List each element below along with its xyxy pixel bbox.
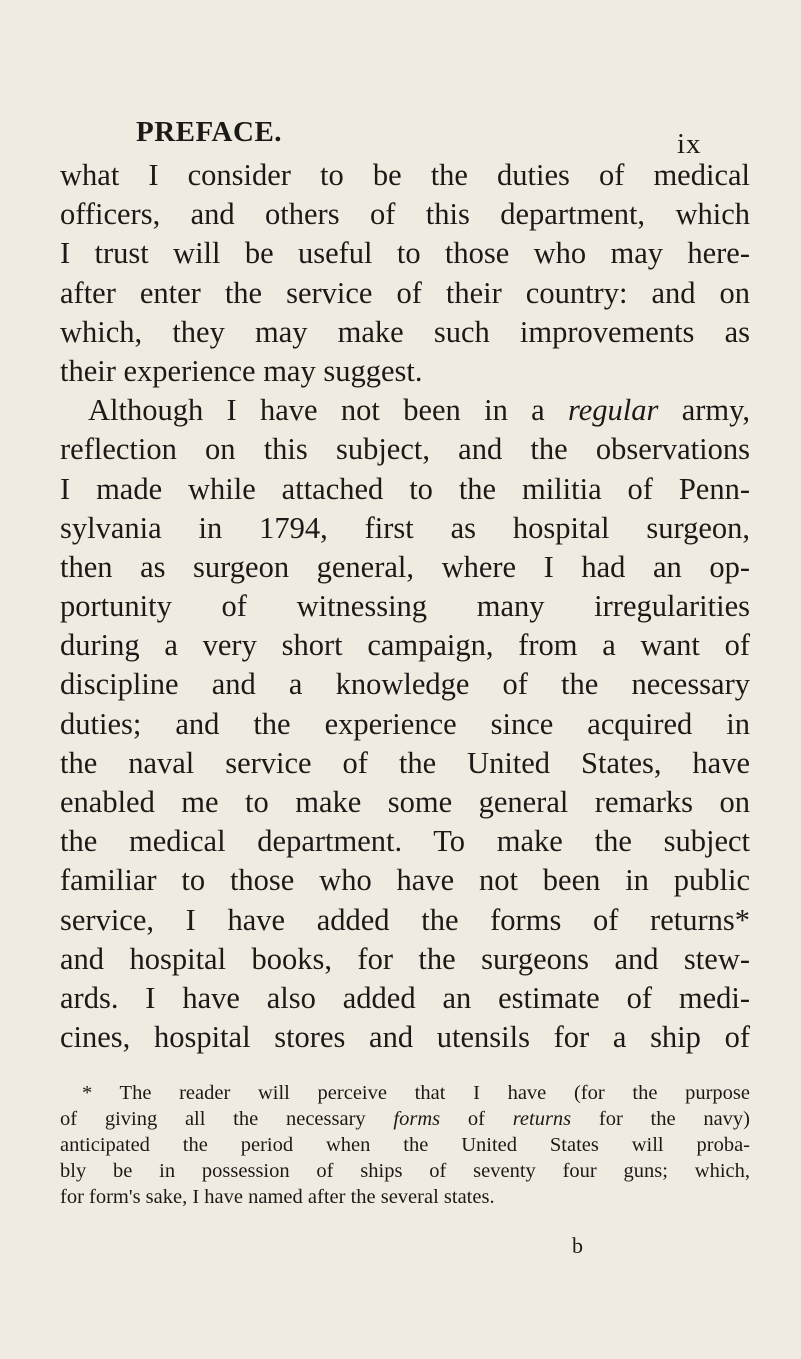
body-line: the naval service of the United States, have — [60, 745, 750, 780]
body-line: I made while attached to the militia of Penn- — [60, 471, 750, 506]
running-head: PREFACE. — [136, 116, 283, 148]
body-text — [60, 156, 750, 1057]
body-line: then as surgeon general, where I had an op- — [60, 549, 750, 584]
page-number: ix — [677, 128, 702, 160]
body-line: what I consider to be the duties of medical — [60, 158, 750, 192]
footnote-line: for form's sake, I have named after the several states. — [60, 1186, 495, 1208]
body-line: cines, hospital stores and utensils for a ship of — [60, 1020, 750, 1055]
body-line: enabled me to make some general remarks on — [60, 785, 750, 819]
body-line: service, I have added the forms of returns* — [60, 902, 750, 937]
body-line: portunity of witnessing many irregularities — [60, 589, 750, 624]
footnote-line: * The reader will perceive that I have (for the purpose — [82, 1082, 750, 1104]
body-line: ards. I have also added an estimate of medi- — [60, 980, 750, 1015]
body-line: duties; and the experience since acquired in — [60, 706, 750, 741]
body-line: sylvania in 1794, first as hospital surgeon, — [60, 510, 750, 545]
footnote-line: bly be in possession of ships of seventy four guns; which, — [60, 1160, 750, 1182]
body-line: and hospital books, for the surgeons and stew- — [60, 941, 750, 976]
footnote — [60, 1080, 750, 1210]
body-line: reflection on this subject, and the observations — [60, 432, 750, 467]
signature-mark: b — [572, 1233, 583, 1258]
body-line: Although I have not been in a regular army, — [88, 393, 751, 428]
body-line: after enter the service of their country: and on — [60, 275, 750, 310]
body-line: officers, and others of this department, which — [60, 197, 750, 232]
body-line: familiar to those who have not been in public — [60, 863, 750, 898]
footnote-line: anticipated the period when the United States will proba- — [60, 1134, 750, 1156]
footnote-line: of giving all the necessary forms of returns for the navy) — [60, 1108, 751, 1130]
body-line: during a very short campaign, from a want of — [60, 628, 750, 663]
body-line: which, they may make such improvements as — [60, 314, 750, 349]
body-line: discipline and a knowledge of the necessary — [60, 667, 750, 702]
body-line: the medical department. To make the subject — [60, 824, 750, 859]
body-line: their experience may suggest. — [60, 353, 423, 388]
body-line: I trust will be useful to those who may here- — [60, 236, 750, 271]
